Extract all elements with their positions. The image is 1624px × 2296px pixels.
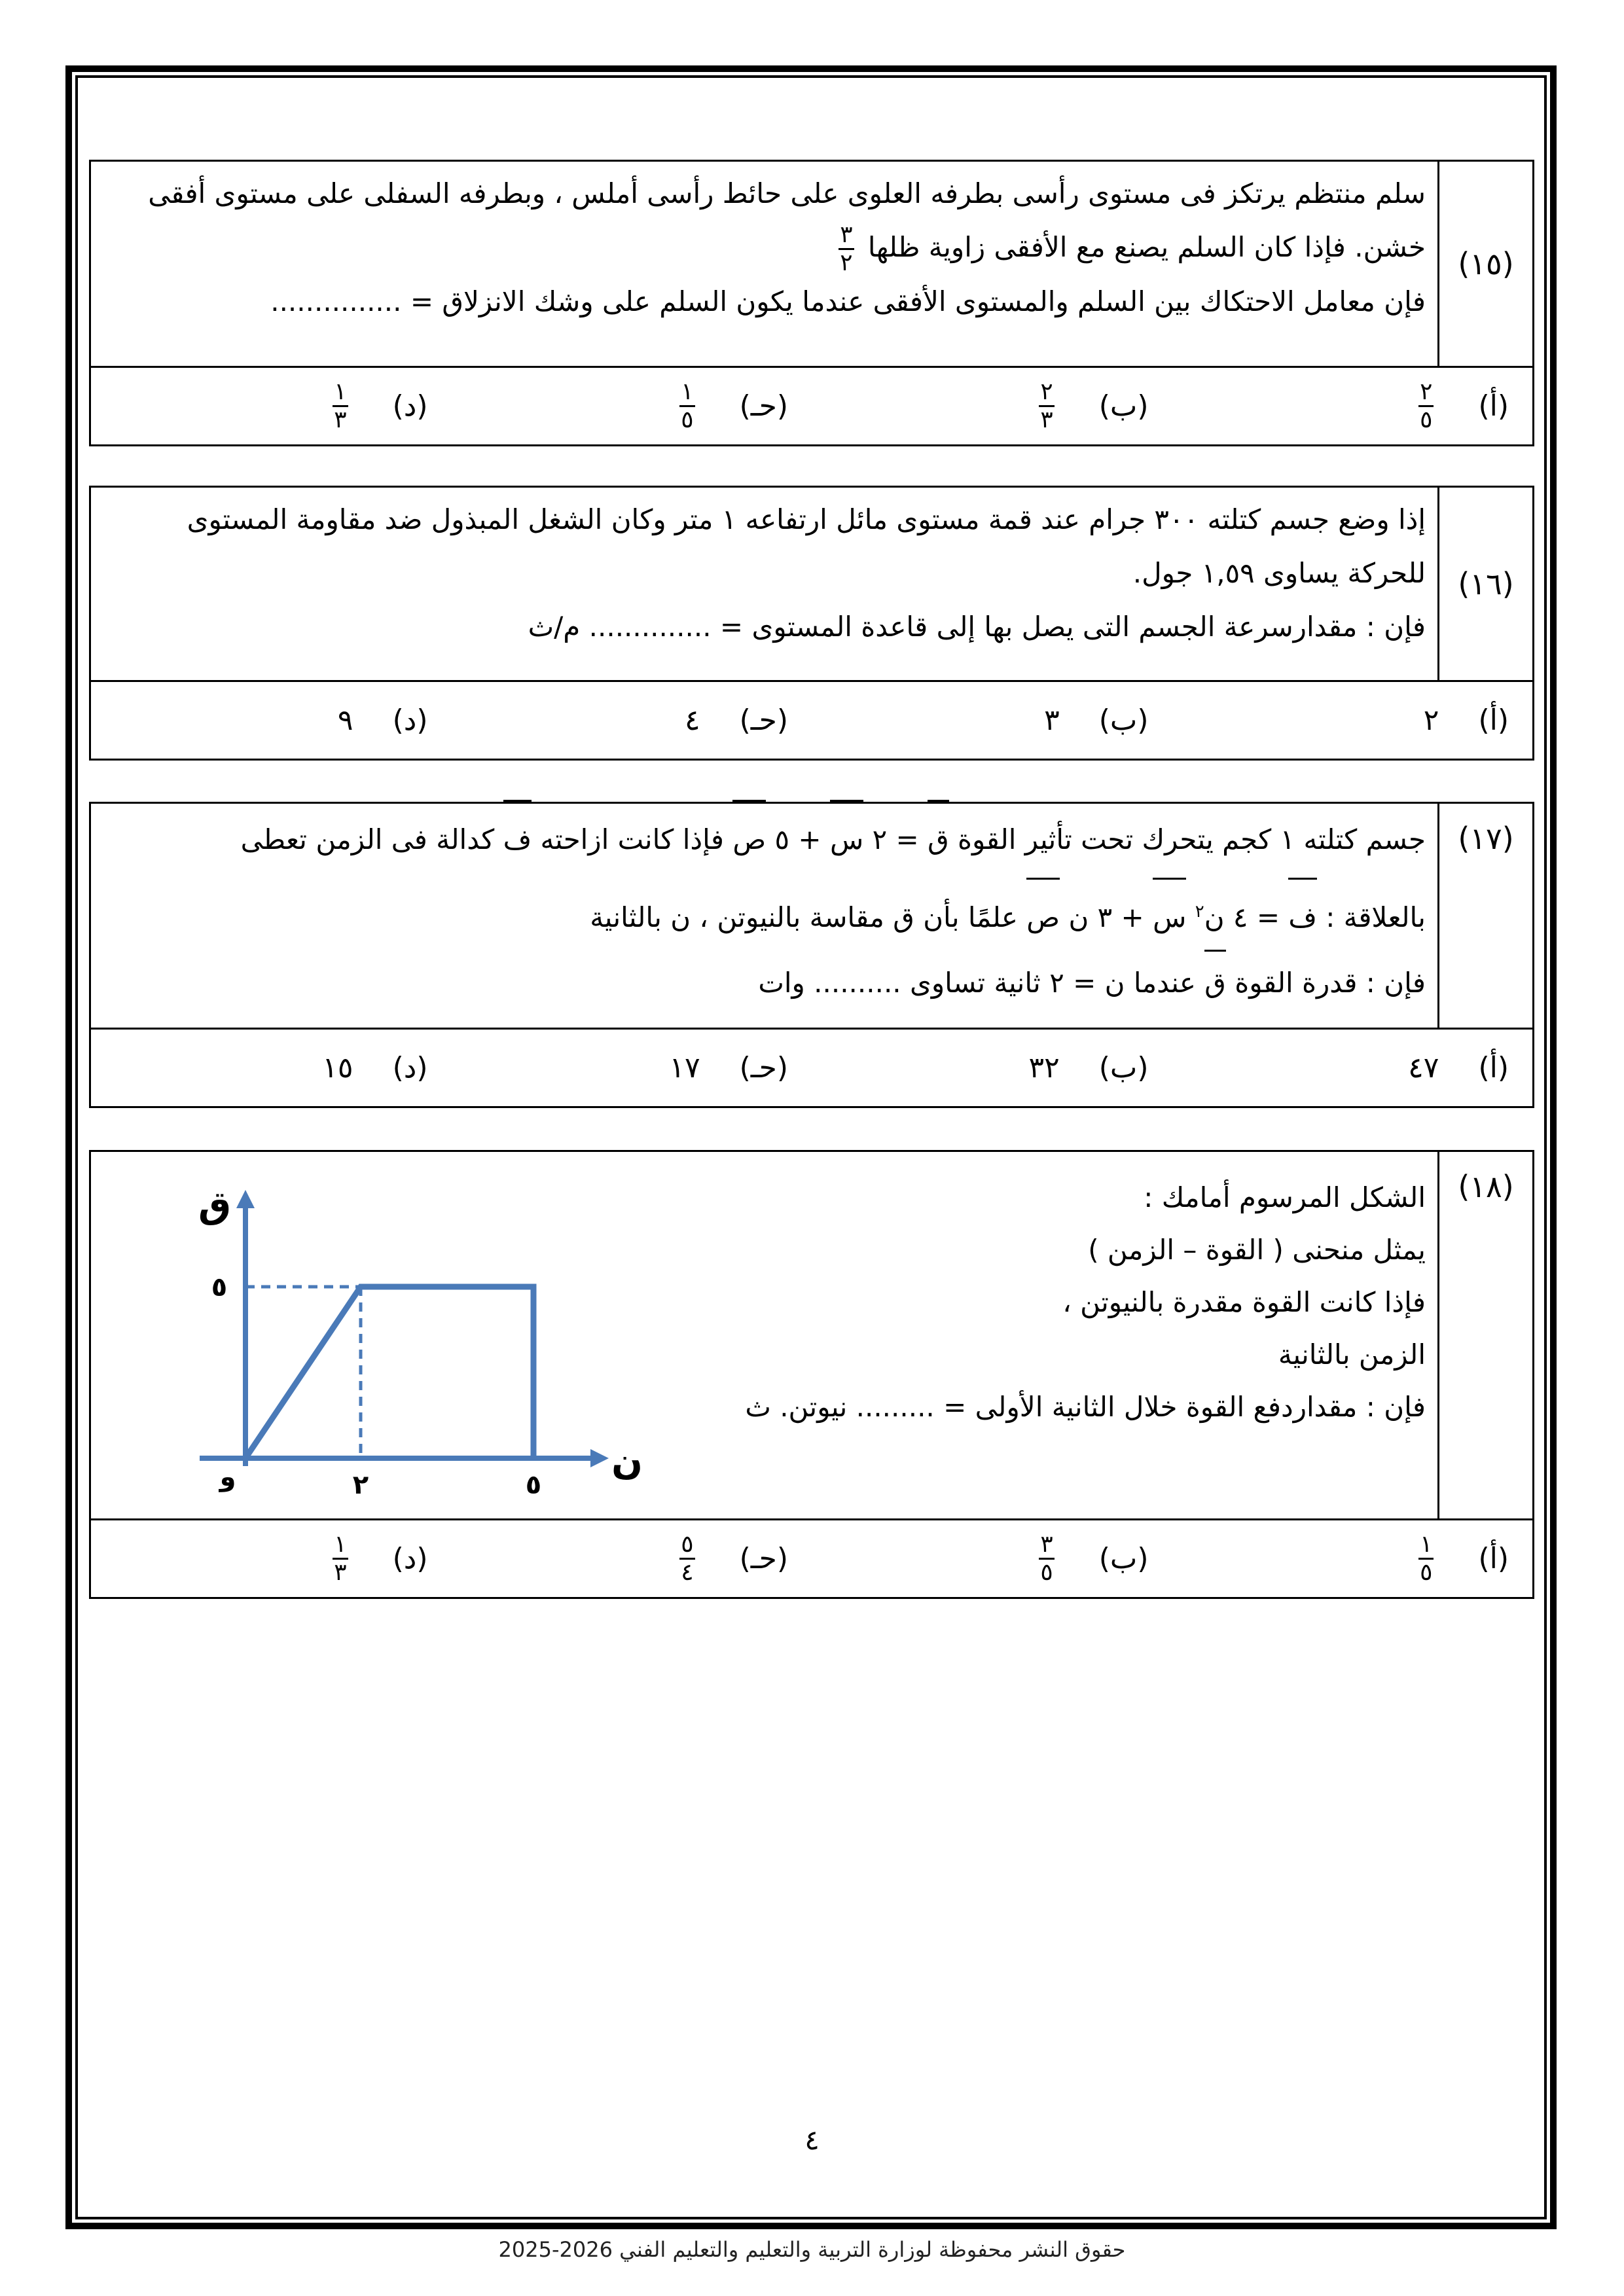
x-axis-label: ن xyxy=(611,1441,643,1483)
answer-choices xyxy=(89,682,1534,761)
answer-choices xyxy=(89,1030,1534,1108)
choice-value: $\frac{١}{٥}$ xyxy=(1420,1531,1433,1586)
choice-label: (أ) xyxy=(1478,389,1509,423)
choice-value: $\frac{٢}{٣}$ xyxy=(1040,378,1053,433)
choice-value: ١٧ xyxy=(669,1051,700,1085)
choice-d[interactable] xyxy=(91,704,452,737)
choice-b[interactable] xyxy=(812,1533,1172,1585)
question-line: للحركة يساوى ١,٥٩ جول. xyxy=(1132,557,1426,589)
choice-c[interactable] xyxy=(452,380,812,432)
choice-label: (أ) xyxy=(1478,704,1509,737)
question-line: جسم كتلته ١ كجم يتحرك تحت تأثير القوة ق = ٢ س + ٥ ص فإذا كانت ازاحته ف كدالة فى الزمن تعطى xyxy=(101,804,1426,876)
question-line: فإن : قدرة القوة ق عندما ن = ٢ ثانية تساوى .......... وات xyxy=(101,954,1426,1013)
choice-value: $\frac{٢}{٥}$ xyxy=(1420,378,1433,433)
choice-c[interactable] xyxy=(452,1051,812,1085)
choice-value: $\frac{٣}{٥}$ xyxy=(1040,1531,1053,1586)
choice-c[interactable] xyxy=(452,704,812,737)
question-line: سلم منتظم يرتكز فى مستوى رأسى بطرفه العلوى على حائط رأسى أملس ، وبطرفه السفلى على مستوى أفقى xyxy=(148,177,1426,209)
question-17 xyxy=(89,802,1534,1108)
choice-b[interactable] xyxy=(812,704,1172,737)
choice-value: $\frac{٥}{٤}$ xyxy=(681,1531,694,1586)
choice-a[interactable] xyxy=(1172,380,1533,432)
choice-a[interactable] xyxy=(1172,1533,1533,1585)
question-line: فإن معامل الاحتكاك بين السلم والمستوى الأفقى عندما يكون السلم على وشك الانزلاق = ............... xyxy=(270,285,1426,317)
origin-label: و xyxy=(219,1462,236,1492)
y-axis-label: ق xyxy=(198,1184,232,1227)
choice-label: (حـ) xyxy=(739,704,788,737)
question-line: يمثل منحنى ( القوة – الزمن ) xyxy=(1088,1234,1426,1266)
question-text xyxy=(91,488,1437,680)
choice-value: ٤ xyxy=(684,704,700,737)
choice-label: (ب) xyxy=(1098,1051,1149,1085)
choice-label: (حـ) xyxy=(739,1051,788,1085)
choice-value: ٣ xyxy=(1044,704,1060,737)
choice-value: $\frac{١}{٣}$ xyxy=(334,1531,347,1586)
question-15 xyxy=(89,160,1534,446)
x-tick-label: ٢ xyxy=(352,1470,369,1500)
choice-label: (د) xyxy=(392,1542,428,1575)
choice-a[interactable] xyxy=(1172,704,1533,737)
choice-label: (ب) xyxy=(1098,1542,1149,1575)
question-line: إذا وضع جسم كتلته ٣٠٠ جرام عند قمة مستوى مائل ارتفاعه ١ متر وكان الشغل المبذول ضد مقاومة المستوى xyxy=(187,503,1426,535)
choice-value: ١٥ xyxy=(322,1051,353,1085)
choice-value: $\frac{١}{٥}$ xyxy=(681,378,694,433)
choice-label: (ب) xyxy=(1098,389,1149,423)
answer-choices xyxy=(89,1520,1534,1599)
choice-label: (حـ) xyxy=(739,389,788,423)
choice-d[interactable] xyxy=(91,1533,452,1585)
question-number: (١٥) xyxy=(1437,162,1532,366)
y-axis-arrow xyxy=(236,1190,255,1208)
choice-value: ٩ xyxy=(337,704,353,737)
choice-label: (د) xyxy=(392,389,428,423)
question-line: خشن. فإذا كان السلم يصنع مع الأفقى زاوية ظلها $\frac{٣}{٢}$ xyxy=(840,221,1426,276)
choice-label: (أ) xyxy=(1478,1051,1509,1085)
question-number: (١٦) xyxy=(1437,488,1532,680)
question-text xyxy=(91,804,1437,1028)
x-axis-arrow xyxy=(590,1449,609,1467)
question-text xyxy=(91,162,1437,366)
choice-b[interactable] xyxy=(812,1051,1172,1085)
question-line: فإن : مقدارسرعة الجسم التى يصل بها إلى قاعدة المستوى = .............. م/ث xyxy=(528,611,1426,643)
choice-d[interactable] xyxy=(91,380,452,432)
choice-d[interactable] xyxy=(91,1051,452,1085)
page-number: ٤ xyxy=(804,2124,820,2156)
choice-c[interactable] xyxy=(452,1533,812,1585)
question-number: (١٧) xyxy=(1437,804,1532,1028)
force-curve xyxy=(245,1287,533,1458)
choice-a[interactable] xyxy=(1172,1051,1533,1085)
choice-label: (د) xyxy=(392,704,428,737)
copyright-footer: حقوق النشر محفوظة لوزارة التربية والتعليم والتعليم الفني 2026-2025 xyxy=(498,2237,1126,2262)
choice-b[interactable] xyxy=(812,380,1172,432)
answer-choices xyxy=(89,368,1534,446)
question-line: بالعلاقة : ف = ٤ ن$^٢$ س + ٣ ن ص علمًا بأن ق مقاسة بالنيوتن ، ن بالثانية xyxy=(101,876,1426,954)
question-line: الشكل المرسوم أمامك : xyxy=(1144,1181,1426,1213)
question-line: فإذا كانت القوة مقدرة بالنيوتن ، xyxy=(1062,1286,1426,1318)
force-time-graph xyxy=(151,1178,687,1505)
y-tick-label: ٥ xyxy=(211,1272,228,1302)
choice-value: ٤٧ xyxy=(1408,1051,1439,1085)
tan-fraction: $\frac{٣}{٢}$ xyxy=(840,221,853,276)
choice-label: (د) xyxy=(392,1051,428,1085)
choice-label: (ب) xyxy=(1098,704,1149,737)
choice-label: (حـ) xyxy=(739,1542,788,1575)
question-line: الزمن بالثانية xyxy=(1278,1338,1426,1371)
choice-label: (أ) xyxy=(1478,1542,1509,1575)
question-line: فإن : مقداردفع القوة خلال الثانية الأولى = ......... نيوتن. ث xyxy=(745,1391,1426,1423)
x-tick-label: ٥ xyxy=(525,1470,542,1500)
choice-value: ٣٢ xyxy=(1028,1051,1060,1085)
choice-value: ٢ xyxy=(1423,704,1439,737)
question-16 xyxy=(89,486,1534,761)
question-number: (١٨) xyxy=(1437,1152,1532,1518)
choice-value: $\frac{١}{٣}$ xyxy=(334,378,347,433)
